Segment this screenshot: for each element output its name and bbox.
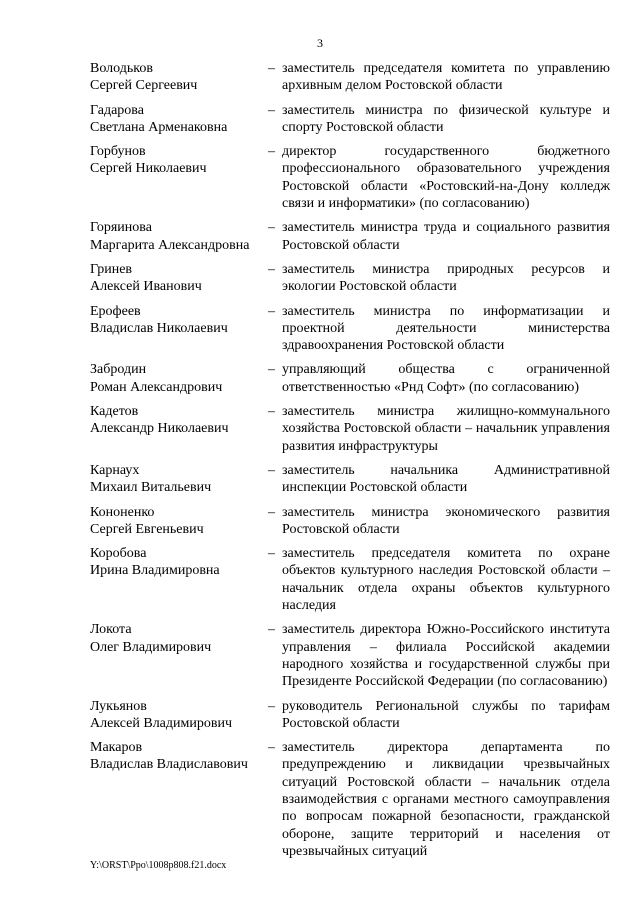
- member-dash: –: [268, 303, 275, 319]
- member-given-names: Алексей Иванович: [90, 279, 202, 295]
- member-entry: [90, 361, 610, 396]
- member-dash: –: [268, 740, 275, 756]
- member-name: [90, 621, 268, 690]
- member-surname: Гадарова: [90, 102, 144, 118]
- member-entry: [90, 504, 610, 539]
- member-entry: [90, 303, 610, 355]
- member-name: [90, 361, 268, 396]
- member-dash: –: [268, 61, 275, 76]
- member-surname: Горбунов: [90, 144, 146, 160]
- member-surname: Кононенко: [90, 504, 155, 520]
- member-position: заместитель председателя комитета по управлению архивным делом Ростовской области: [282, 61, 610, 94]
- member-given-names: Сергей Николаевич: [90, 161, 207, 177]
- member-given-names: Ирина Владимировна: [90, 563, 220, 579]
- member-entry: [90, 698, 610, 733]
- member-given-names: Сергей Евгеньевич: [90, 521, 204, 537]
- member-entry: [90, 739, 610, 860]
- member-position: заместитель директора департамента по предупреждению и ликвидации чрезвычайных ситуаций Ростовской области – начальник отдела взаимодействия с органами местного самоуправления по вопросам пожарной безопасности, гражданской обороне, защите территорий и населения от чрезвычайных ситуаций: [282, 740, 610, 859]
- member-surname: Ерофеев: [90, 303, 141, 319]
- members-list: [90, 60, 610, 860]
- member-given-names: Владислав Владиславович: [90, 757, 248, 773]
- member-name: [90, 261, 268, 296]
- member-name: [90, 739, 268, 860]
- member-position: директор государственного бюджетного профессионального образовательного учреждения Ростовской области «Ростовский-на-Дону колледж связи и информатики» (по согласованию): [282, 144, 610, 212]
- member-position: руководитель Региональной службы по тарифам Ростовской области: [282, 698, 610, 731]
- member-entry: [90, 102, 610, 137]
- member-name: [90, 462, 268, 497]
- member-dash: –: [268, 698, 275, 714]
- member-dash: –: [268, 362, 275, 378]
- member-given-names: Сергей Сергеевич: [90, 78, 198, 94]
- member-name: [90, 504, 268, 539]
- member-entry: [90, 60, 610, 95]
- member-given-names: Маргарита Александровна: [90, 237, 250, 253]
- footer-file-path: Y:\ORST\Ppo\1008p808.f21.docx: [90, 860, 227, 871]
- member-entry: [90, 545, 610, 614]
- member-surname: Кадетов: [90, 404, 139, 420]
- member-given-names: Михаил Витальевич: [90, 480, 212, 496]
- member-position: заместитель председателя комитета по охране объектов культурного наследия Ростовской области – начальник отдела охраны объектов культурного наследия: [282, 546, 610, 614]
- member-position: заместитель министра по физической культуре и спорту Ростовской области: [282, 102, 610, 135]
- member-given-names: Алексей Владимирович: [90, 715, 233, 731]
- member-surname: Карнаух: [90, 462, 140, 478]
- member-surname: Лукьянов: [90, 698, 147, 714]
- member-dash: –: [268, 622, 275, 638]
- member-dash: –: [268, 404, 275, 420]
- member-given-names: Олег Владимирович: [90, 639, 212, 655]
- member-entry: [90, 462, 610, 497]
- member-name: [90, 545, 268, 614]
- member-name: [90, 698, 268, 733]
- member-position: заместитель министра экономического развития Ростовской области: [282, 504, 610, 537]
- member-name: [90, 60, 268, 95]
- member-dash: –: [268, 261, 275, 277]
- member-surname: Локота: [90, 622, 132, 638]
- member-entry: [90, 219, 610, 254]
- member-given-names: Светлана Арменаковна: [90, 119, 228, 135]
- member-dash: –: [268, 144, 275, 160]
- member-surname: Горяинова: [90, 220, 152, 236]
- member-given-names: Роман Александрович: [90, 379, 223, 395]
- member-entry: [90, 143, 610, 212]
- member-name: [90, 219, 268, 254]
- member-name: [90, 143, 268, 212]
- member-name: [90, 403, 268, 455]
- member-entry: [90, 261, 610, 296]
- member-position: заместитель министра природных ресурсов и экологии Ростовской области: [282, 261, 610, 295]
- member-position: заместитель министра по информатизации и проектной деятельности министерства здравоохранения Ростовской области: [282, 303, 610, 354]
- member-surname: Коробова: [90, 546, 147, 562]
- member-surname: Гринев: [90, 261, 133, 277]
- member-position: управляющий общества с ограниченной ответственностью «Рнд Софт» (по согласованию): [282, 362, 610, 395]
- member-position: заместитель директора Южно-Российского института управления – филиала Российской академии народного хозяйства и государственной службы при Президенте Российской Федерации (по согласованию): [282, 622, 610, 690]
- member-name: [90, 102, 268, 137]
- member-surname: Володьков: [90, 61, 153, 76]
- member-dash: –: [268, 220, 275, 236]
- member-surname: Забродин: [90, 362, 147, 378]
- member-dash: –: [268, 546, 275, 562]
- member-surname: Макаров: [90, 740, 143, 756]
- member-dash: –: [268, 504, 275, 520]
- member-entry: [90, 621, 610, 690]
- member-position: заместитель министра труда и социального развития Ростовской области: [282, 220, 610, 253]
- member-given-names: Владислав Николаевич: [90, 320, 228, 336]
- member-dash: –: [268, 102, 275, 118]
- member-entry: [90, 403, 610, 455]
- member-name: [90, 303, 268, 355]
- member-dash: –: [268, 462, 275, 478]
- member-position: заместитель начальника Административной инспекции Ростовской области: [282, 462, 610, 496]
- member-position: заместитель министра жилищно-коммунального хозяйства Ростовской области – начальник управления развития инфраструктуры: [282, 404, 610, 454]
- page-number: 3: [317, 36, 323, 50]
- member-given-names: Александр Николаевич: [90, 421, 229, 437]
